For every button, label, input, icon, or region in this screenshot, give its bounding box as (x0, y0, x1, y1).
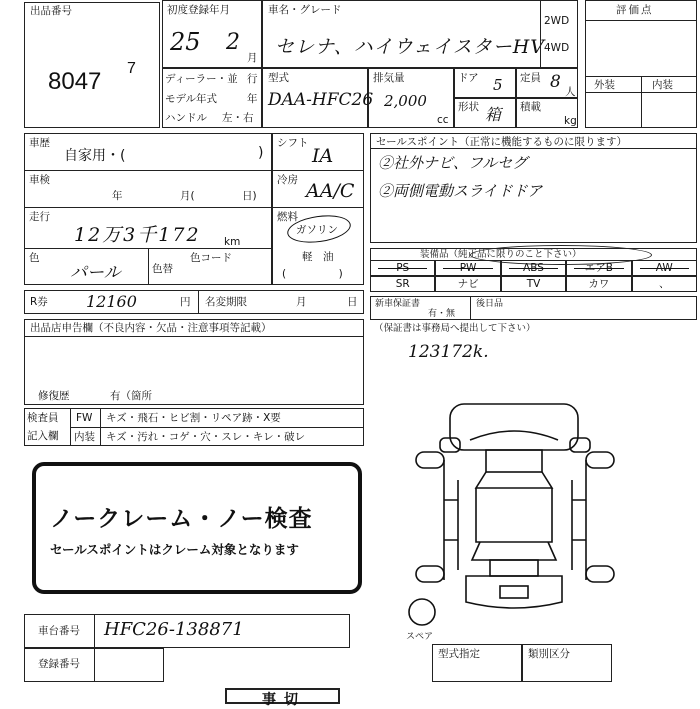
car-name: セレナ、ハイウェイスターHV (275, 36, 546, 58)
name-change-label: 名変期限 (205, 296, 247, 308)
handle-label: ハンドル (165, 112, 207, 124)
color-value: パール (70, 263, 121, 283)
rating-mid (641, 76, 642, 128)
equipment-label: 装備品（純正品に限りのこと下さい） (420, 249, 582, 260)
lot-suffix: 7 (127, 60, 136, 77)
load-unit: kg (564, 115, 577, 127)
inspector-fw: FW (76, 412, 93, 424)
sales-divider (370, 148, 697, 149)
name-label: 車名・グレード (268, 4, 342, 16)
equipment-strike (443, 268, 492, 269)
equipment-cell: 、 (632, 276, 697, 292)
later-label: 後日品 (476, 299, 504, 309)
seller-report-label: 出品店申告欄（不良内容・欠品・注意事項等記載） (30, 322, 272, 334)
shape-value: 箱 (485, 105, 502, 124)
inspector-fw-items: キズ・飛石・ヒビ割・リペア跡・X要 (106, 412, 281, 424)
reg-month: 2 (226, 30, 240, 55)
equipment-cell: PW (435, 260, 500, 276)
model-year-label: モデル年式 (165, 93, 217, 105)
car-tail (466, 576, 562, 608)
recycle-value: 12160 (86, 292, 137, 311)
car-left-side (444, 460, 458, 580)
recycle-yen: 円 (180, 296, 191, 308)
fuel-value: ガソリン (296, 224, 338, 236)
sales-line-2: ②両側電動スライドドア (378, 182, 543, 200)
handle-value: 左・右 (222, 112, 254, 124)
history-label: 車歴 (29, 137, 50, 149)
model-label: 型式 (268, 72, 289, 84)
car-diagram (400, 390, 630, 640)
shift-divider-1 (272, 170, 364, 171)
reg-label: 登録番号 (38, 658, 80, 670)
drive-2wd: 2WD (544, 15, 570, 27)
rating-label: 評価点 (616, 4, 654, 16)
inspection-year: 年 (112, 190, 123, 202)
repair-value: 有（箇所 (110, 390, 152, 402)
cc-unit: cc (437, 114, 449, 126)
displacement-label: 排気量 (373, 72, 405, 84)
car-roof-outline (450, 404, 578, 450)
name-change-month: 月 (296, 296, 307, 308)
color-divider (148, 248, 149, 285)
equipment-cell: TV (501, 276, 566, 292)
month-suffix: 月 (247, 52, 258, 64)
name-change-day: 日 (347, 296, 358, 308)
recycle-box (24, 290, 364, 314)
history-divider-2 (24, 207, 272, 208)
warranty-divider (470, 296, 471, 320)
car-right-mirror (570, 438, 590, 452)
mileage-note: 123172k. (408, 342, 489, 362)
color-code-label: 色コード (190, 252, 232, 264)
equipment-cell: AW (632, 260, 697, 276)
car-rear-window (490, 560, 538, 576)
inspector-label-1: 検査員 (27, 412, 59, 424)
inspector-in: 内装 (74, 431, 95, 443)
color-label: 色 (29, 252, 40, 264)
car-front-hood (476, 472, 552, 488)
km-unit: km (224, 236, 241, 248)
equipment-grid (370, 260, 697, 292)
inspector-label-2: 記入欄 (27, 430, 59, 442)
designation-label: 型式指定 (438, 648, 480, 660)
recycle-divider (198, 290, 199, 314)
car-cabin (476, 488, 552, 542)
interior-label: 内装 (652, 79, 673, 91)
car-body-top (486, 450, 542, 472)
car-windshield (470, 431, 558, 440)
recycle-label: R券 (30, 296, 48, 308)
car-rear-right-wheel (586, 566, 614, 582)
capacity-value: 8 (550, 72, 561, 92)
mileage-label: 走行 (29, 211, 50, 223)
chassis-value: HFC26-138871 (104, 619, 244, 640)
fuel-paren: ( ) (282, 268, 343, 280)
load-label: 積載 (520, 101, 541, 113)
inspector-divider-3 (70, 427, 364, 428)
shift-label: シフト (277, 137, 309, 149)
spare-label: スペア (406, 632, 434, 642)
car-rear (472, 542, 556, 560)
shift-divider-2 (272, 207, 364, 208)
shift-value: IA (312, 145, 334, 167)
equipment-cell: エアB (566, 260, 631, 276)
model-value: DAA-HFC26 (268, 90, 374, 110)
car-plate (500, 586, 528, 598)
warranty-note: （保証書は事務局へ提出して下さい） (374, 323, 536, 334)
first-reg-label: 初度登録年月 (167, 4, 230, 16)
displacement-value: 2,000 (384, 92, 427, 110)
warranty-value: 有・無 (428, 309, 456, 319)
inspection-month: 月( (180, 190, 195, 202)
warranty-label: 新車保証書 (375, 299, 421, 309)
capacity-label: 定員 (520, 72, 541, 84)
equipment-strike (378, 268, 427, 269)
dealer-suffix: 行 (247, 73, 258, 85)
bottom-stamp: 事切 (262, 692, 306, 708)
inspection-label: 車検 (29, 174, 50, 186)
doors-label: ドア (458, 72, 479, 84)
equipment-strike (574, 268, 623, 269)
car-right-side (572, 460, 586, 580)
lot-label: 出品番号 (30, 5, 72, 17)
capacity-unit: 人 (565, 86, 576, 98)
ac-label: 冷房 (277, 174, 298, 186)
equipment-cell: SR (370, 276, 435, 292)
repair-label: 修復歴 (38, 390, 70, 402)
chassis-divider (94, 614, 95, 648)
category-label: 類別区分 (528, 648, 570, 660)
mileage-value: 12万3千172 (74, 224, 201, 246)
fuel-label: 燃料 (277, 211, 298, 223)
rating-divider-1 (585, 20, 697, 21)
reg-year: 25 (170, 28, 201, 56)
spare-tire-icon (409, 599, 435, 625)
exterior-label: 外装 (594, 79, 615, 91)
color-change-label: 色替 (152, 263, 173, 275)
equipment-strike (640, 268, 689, 269)
car-front-right-wheel (586, 452, 614, 468)
drive-4wd: 4WD (544, 42, 570, 54)
history-value: 自家用・( (64, 148, 126, 164)
car-rear-left-wheel (416, 566, 444, 582)
car-front-left-wheel (416, 452, 444, 468)
equipment-cell: ナビ (435, 276, 500, 292)
drive-divider (540, 0, 541, 68)
history-divider-1 (24, 170, 272, 171)
equipment-cell: ABS (501, 260, 566, 276)
ac-value: AA/C (306, 180, 355, 202)
sales-points-label: セールスポイント（正常に機能するものに限ります） (376, 136, 628, 148)
inspector-in-items: キズ・汚れ・コゲ・穴・スレ・キレ・破レ (106, 431, 306, 443)
model-year-suffix: 年 (247, 93, 258, 105)
stamp-line-2: セールスポイントはクレーム対象となります (50, 542, 299, 557)
lot-box (24, 2, 160, 128)
lot-number: 8047 (48, 68, 102, 95)
diesel-label: 軽 油 (302, 251, 334, 263)
stamp-line-1: ノークレーム・ノー検査 (50, 506, 313, 532)
equipment-cell: カワ (566, 276, 631, 292)
inspection-day: 日) (242, 190, 257, 202)
sales-line-1: ②社外ナビ、フルセグ (378, 154, 528, 172)
history-paren-close: ) (258, 145, 264, 161)
equipment-cell: PS (370, 260, 435, 276)
shape-label: 形状 (458, 101, 479, 113)
dealer-label: ディーラー・並 (165, 73, 238, 85)
doors-value: 5 (493, 76, 503, 94)
seller-divider (24, 336, 364, 337)
reg-divider (94, 648, 95, 682)
equipment-strike (509, 268, 558, 269)
chassis-label: 車台番号 (38, 625, 80, 637)
